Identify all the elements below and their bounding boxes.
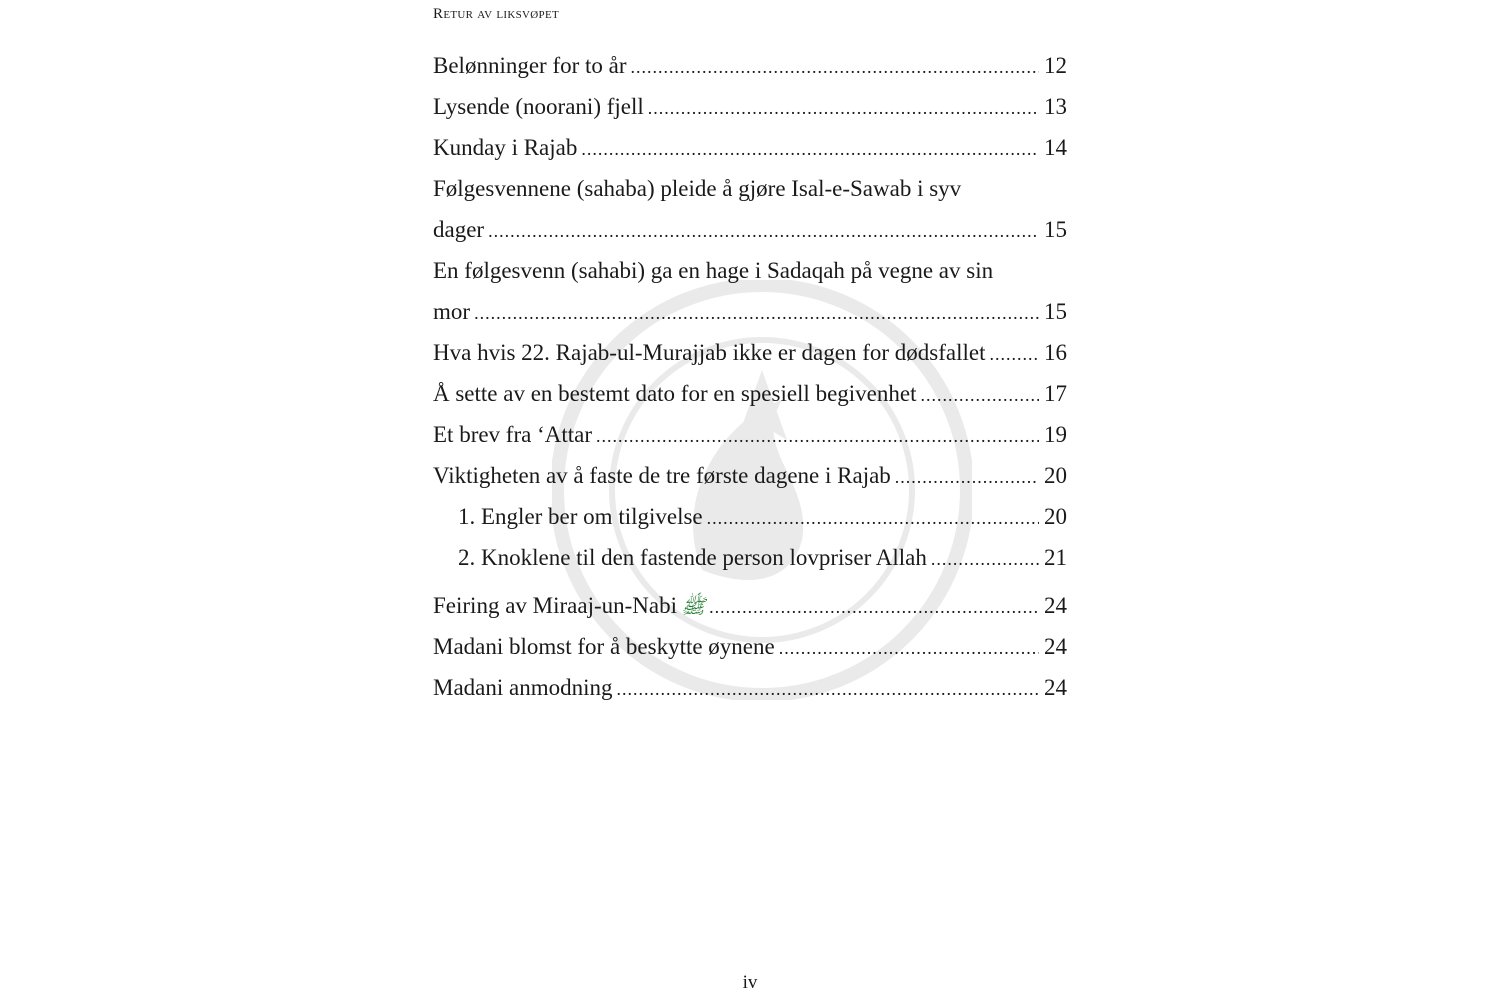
toc-subentry[interactable] <box>433 537 1067 578</box>
toc-entry[interactable] <box>433 414 1067 455</box>
toc-entry[interactable] <box>433 626 1067 667</box>
toc-entry-title: Hva hvis 22. Rajab-ul-Murajjab ikke er dagen for dødsfallet <box>433 340 986 365</box>
toc-entry-title: Madani blomst for å beskytte øynene <box>433 634 775 659</box>
toc-entry[interactable] <box>433 86 1067 127</box>
page-number: iv <box>742 972 758 993</box>
toc-entry-page: 13 <box>1044 94 1067 119</box>
toc-entry-title-line1: En følgesvenn (sahabi) ga en hage i Sadaqah på vegne av sin <box>433 258 994 283</box>
toc-entry-title: 2. Knoklene til den fastende person lovpriser Allah <box>458 545 927 570</box>
dot-leader <box>581 129 1039 170</box>
dot-leader <box>895 457 1039 498</box>
salawat-calligraphy-icon: ﷺ <box>680 596 706 618</box>
toc-entry-page: 16 <box>1044 340 1067 365</box>
toc-entry[interactable] <box>433 291 1067 332</box>
toc-entry-page: 24 <box>1044 675 1067 700</box>
dot-leader <box>709 587 1039 628</box>
toc-entry[interactable] <box>433 667 1067 708</box>
toc-entry-title: Lysende (noorani) fjell <box>433 94 644 119</box>
toc-entry[interactable] <box>433 455 1067 496</box>
dot-leader <box>596 416 1039 457</box>
toc-entry-page: 14 <box>1044 135 1067 160</box>
toc-entry-title: Å sette av en bestemt dato for en spesiell begivenhet <box>433 381 917 406</box>
toc-entry[interactable] <box>433 209 1067 250</box>
toc-entry-page: 15 <box>1044 217 1067 242</box>
table-of-contents <box>433 45 1067 708</box>
toc-entry-page: 20 <box>1044 463 1067 488</box>
dot-leader <box>779 628 1039 669</box>
dot-leader <box>488 211 1039 252</box>
toc-entry-title: Feiring av Miraaj-un-Nabi <box>433 593 677 618</box>
dot-leader <box>920 375 1039 416</box>
toc-entry[interactable] <box>433 332 1067 373</box>
toc-entry-page: 15 <box>1044 299 1067 324</box>
toc-entry-title: Et brev fra ‘Attar <box>433 422 593 447</box>
dot-leader <box>631 47 1039 88</box>
toc-entry-title: mor <box>433 299 471 324</box>
toc-entry-title: dager <box>433 217 485 242</box>
toc-entry[interactable] <box>433 127 1067 168</box>
dot-leader <box>707 498 1039 539</box>
toc-entry-title: Belønninger for to år <box>433 53 627 78</box>
toc-entry[interactable] <box>433 373 1067 414</box>
toc-entry-title-line1: Følgesvennene (sahaba) pleide å gjøre Isal-e-Sawab i syv <box>433 176 962 201</box>
dot-leader <box>474 293 1039 334</box>
running-header: Retur av liksvøpet <box>433 6 559 22</box>
toc-entry[interactable] <box>433 585 1067 626</box>
dot-leader <box>931 539 1039 580</box>
dot-leader <box>989 334 1039 375</box>
toc-entry-title: Madani anmodning <box>433 675 613 700</box>
toc-entry-title: 1. Engler ber om tilgivelse <box>458 504 703 529</box>
toc-entry-page: 24 <box>1044 634 1067 659</box>
toc-entry-page: 24 <box>1044 593 1067 618</box>
toc-entry-page: 19 <box>1044 422 1067 447</box>
toc-subentry[interactable] <box>433 496 1067 537</box>
toc-entry-page: 21 <box>1044 545 1067 570</box>
toc-entry-page: 20 <box>1044 504 1067 529</box>
toc-entry-page: 17 <box>1044 381 1067 406</box>
toc-entry[interactable] <box>433 45 1067 86</box>
dot-leader <box>648 88 1039 129</box>
dot-leader <box>617 669 1040 710</box>
toc-entry-title: Viktigheten av å faste de tre første dagene i Rajab <box>433 463 891 488</box>
toc-entry-title: Kunday i Rajab <box>433 135 578 160</box>
toc-entry-page: 12 <box>1044 53 1067 78</box>
